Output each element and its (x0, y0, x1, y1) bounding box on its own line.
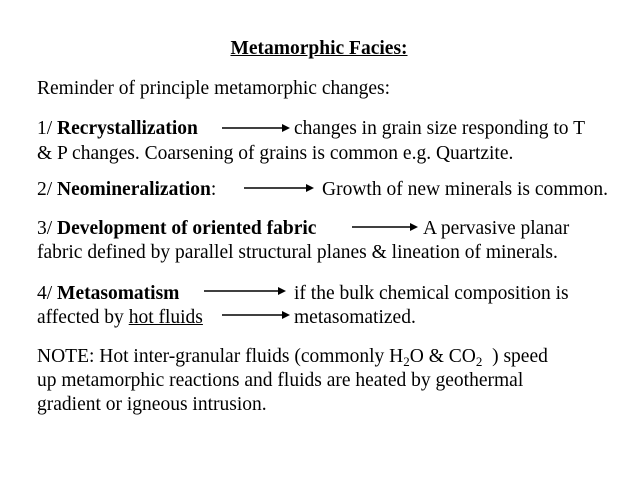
item-3-number: 3/ (37, 218, 58, 239)
item-2-arrow-icon (244, 180, 314, 196)
item-4-heading (37, 282, 179, 306)
slide-title: Metamorphic Facies: (230, 38, 408, 59)
item-4-line-2-prefix: affected by (37, 307, 129, 328)
note-subscript-1: 2 (403, 354, 410, 369)
item-1-description-continued: & P changes. Coarsening of grains is common e.g. Quartzite. (37, 143, 514, 164)
note-text-c: ) speed (482, 346, 548, 367)
item-1-term: Recrystallization (57, 118, 198, 139)
item-2-term: Neomineralization (57, 179, 211, 200)
note-text-a: NOTE: Hot inter-granular fluids (commonly H (37, 346, 404, 367)
item-1-number: 1/ (37, 118, 58, 139)
hot-fluids-underlined: hot fluids (128, 307, 203, 328)
item-2-description: Growth of new minerals is common. (322, 179, 608, 200)
item-3-arrow-icon (352, 219, 418, 235)
item-3-description-continued: fabric defined by parallel structural planes & lineation of minerals. (37, 242, 558, 263)
item-4-description: if the bulk chemical composition is (294, 283, 569, 304)
note-line-3: gradient or igneous intrusion. (37, 394, 267, 415)
item-4-second-arrow-icon (222, 307, 290, 323)
item-3-term: Development of oriented fabric (57, 218, 317, 239)
item-3-heading (37, 217, 316, 241)
item-1-arrow-icon (222, 120, 290, 136)
note-text-b: O & CO (409, 346, 476, 367)
item-4-term: Metasomatism (57, 283, 180, 304)
item-4-arrow-icon (204, 283, 286, 299)
item-4-line-2 (37, 306, 203, 330)
item-1-description: changes in grain size responding to T (294, 118, 585, 139)
note-line-1 (37, 345, 548, 369)
item-1-heading (37, 117, 198, 141)
item-2-number: 2/ (37, 179, 58, 200)
note-line-2: up metamorphic reactions and fluids are heated by geothermal (37, 370, 524, 391)
item-3-description: A pervasive planar (423, 218, 570, 239)
item-2-heading (37, 178, 216, 202)
item-4-description-continued: metasomatized. (294, 307, 416, 328)
intro-text: Reminder of principle metamorphic changes: (37, 78, 391, 99)
item-2-colon: : (210, 179, 217, 200)
item-4-number: 4/ (37, 283, 58, 304)
note-subscript-2: 2 (475, 354, 483, 369)
